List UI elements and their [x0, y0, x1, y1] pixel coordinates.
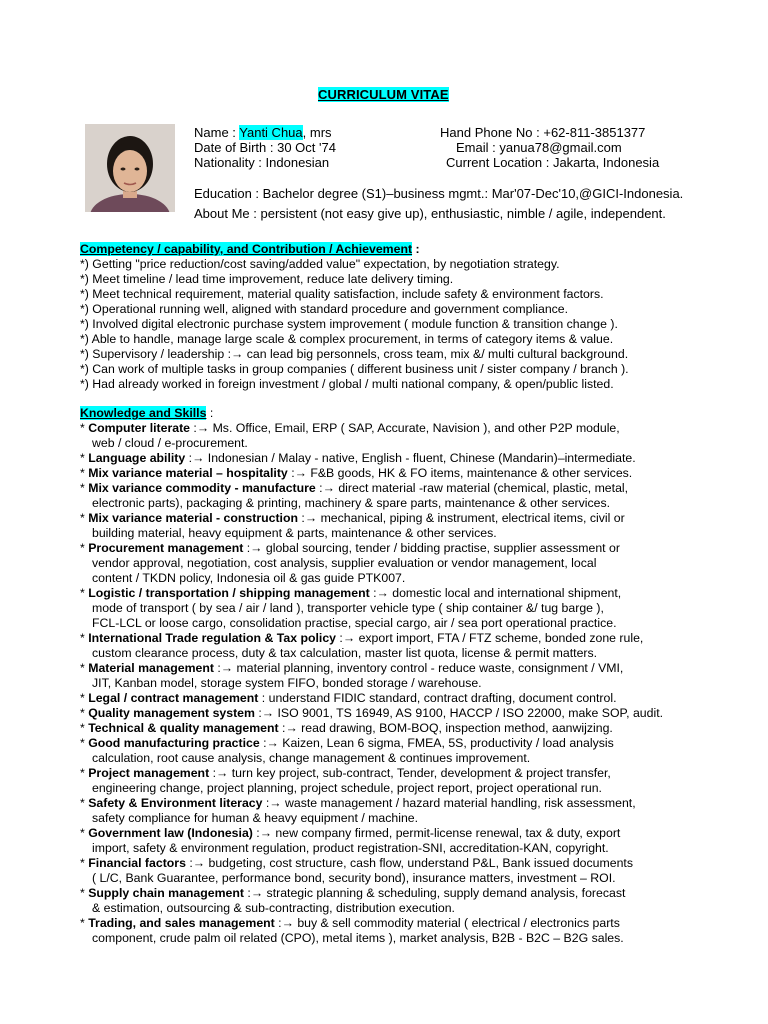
about-me: About Me : persistent (not easy give up), enthusiastic, nimble / agile, independent. [194, 206, 666, 221]
skill-text-continuation: content / TKDN policy, Indonesia oil & gas guide PTK007. [92, 571, 406, 585]
skill-item: * Language ability :→ Indonesian / Malay - native, English - fluent, Chinese (Mandarin)–intermediate. [80, 451, 636, 465]
competency-item: *) Getting "price reduction/cost saving/added value" expectation, by negotiation strategy. [80, 257, 560, 271]
skill-item: * Procurement management :→ global sourcing, tender / bidding practise, supplier assessment or [80, 541, 620, 555]
skill-text-continuation: safety compliance for human & heavy equipment / machine. [92, 811, 419, 825]
skill-separator: :→ [213, 661, 237, 675]
skill-item: * Mix variance material - construction :→ mechanical, piping & instrument, electrical items, civil or [80, 511, 625, 525]
skill-text-continuation: FCL-LCL or loose cargo, consolidation practise, special cargo, air / sea port operational practice. [92, 616, 617, 630]
skill-text: understand FIDIC standard, contract drafting, document control. [268, 691, 617, 705]
skill-label: Computer literate [88, 421, 191, 435]
skill-text-continuation: ( L/C, Bank Guarantee, performance bond, security bond), insurance matters, investment – ROI. [92, 871, 616, 885]
skill-item: * Trading, and sales management :→ buy & sell commodity material ( electrical / electronics parts [80, 916, 620, 930]
skill-text: strategic planning & scheduling, supply demand analysis, forecast [266, 886, 626, 900]
skill-text: domestic local and international shipment, [392, 586, 622, 600]
skill-label: Project management [88, 766, 210, 780]
competency-item: *) Can work of multiple tasks in group companies ( different business unit / sister company / branch ). [80, 362, 629, 376]
skill-separator: :→ [244, 886, 267, 900]
skill-separator: :→ [243, 541, 266, 555]
skill-text: ISO 9001, TS 16949, AS 9100, HACCP / ISO 22000, make SOP, audit. [277, 706, 664, 720]
skill-text-continuation: import, safety & environment regulation, product registration-SNI, accreditation-KAN, copyright. [92, 841, 609, 855]
skill-text: F&B goods, HK & FO items, maintenance & other services. [310, 466, 633, 480]
email: Email : yanua78@gmail.com [456, 140, 622, 155]
skill-label: Mix variance material – hospitality [88, 466, 288, 480]
current-location: Current Location : Jakarta, Indonesia [446, 155, 660, 170]
skill-text-continuation: vendor approval, negotiation, cost analysis, supplier evaluation or vendor management, local [92, 556, 597, 570]
skill-text-continuation: & estimation, outsourcing & sub-contracting, distribution execution. [92, 901, 455, 915]
skill-label: Good manufacturing practice [88, 736, 260, 750]
skill-label: Mix variance commodity - manufacture [88, 481, 316, 495]
skill-separator: :→ [185, 451, 208, 465]
skill-item: * Legal / contract management : understand FIDIC standard, contract drafting, document control. [80, 691, 617, 705]
knowledge-section [80, 406, 663, 946]
competency-heading: Competency / capability, and Contribution / Achievement [80, 242, 413, 256]
skill-separator: :→ [369, 586, 393, 600]
skill-separator: :→ [185, 856, 209, 870]
skill-text: new company firmed, permit-license renewal, tax & duty, export [275, 826, 621, 840]
education: Education : Bachelor degree (S1)–business mgmt.: Mar'07-Dec'10,@GICI-Indonesia. [194, 186, 684, 201]
skill-text: Kaizen, Lean 6 sigma, FMEA, 5S, productivity / load analysis [282, 736, 614, 750]
skill-text: budgeting, cost structure, cash flow, understand P&L, Bank issued documents [208, 856, 633, 870]
skill-item: * Material management :→ material planning, inventory control - reduce waste, consignment / VMI, [80, 661, 624, 675]
skill-label: Quality management system [88, 706, 255, 720]
skill-item: * Safety & Environment literacy :→ waste management / hazard material handling, risk assessment, [80, 796, 636, 810]
skill-label: Safety & Environment literacy [88, 796, 263, 810]
date-of-birth: Date of Birth : 30 Oct '74 [194, 140, 336, 155]
competency-colon: : [412, 242, 420, 256]
phone: Hand Phone No : +62-811-3851377 [440, 125, 646, 140]
skill-label: Mix variance material - construction [88, 511, 299, 525]
skill-item: * Supply chain management :→ strategic planning & scheduling, supply demand analysis, forecast [80, 886, 626, 900]
skill-text-continuation: custom clearance process, duty & tax calculation, master list quota, license & permit matters. [92, 646, 598, 660]
skill-text-continuation: engineering change, project planning, project schedule, project report, project operational run. [92, 781, 602, 795]
skill-separator: :→ [274, 916, 298, 930]
personal-info-right [440, 125, 659, 170]
skill-text-continuation: component, crude palm oil related (CPO), metal items ), market analysis, B2B - B2C – B2G sales. [92, 931, 624, 945]
skill-label: Procurement management [88, 541, 244, 555]
skill-text: material planning, inventory control - reduce waste, consignment / VMI, [236, 661, 624, 675]
skill-text-continuation: web / cloud / e-procurement. [92, 436, 248, 450]
skill-separator: :→ [262, 796, 286, 810]
skill-label: Legal / contract management [88, 691, 259, 705]
skill-item: * Technical & quality management :→ read drawing, BOM-BOQ, inspection method, aanwijzing. [80, 721, 613, 735]
skill-item: * International Trade regulation & Tax policy :→ export import, FTA / FTZ scheme, bonded zone rule, [80, 631, 644, 645]
skill-text: direct material -raw material (chemical, plastic, metal, [338, 481, 629, 495]
skill-item: * Government law (Indonesia) :→ new company firmed, permit-license renewal, tax & duty, export [80, 826, 621, 840]
competency-item: *) Involved digital electronic purchase system improvement ( module function & transition change ). [80, 317, 618, 331]
skill-separator: :→ [209, 766, 232, 780]
skill-label: Technical & quality management [88, 721, 279, 735]
skill-text: read drawing, BOM-BOQ, inspection method, aanwijzing. [301, 721, 613, 735]
competency-list [80, 257, 629, 392]
name-line [194, 125, 336, 140]
skill-item: * Financial factors :→ budgeting, cost structure, cash flow, understand P&L, Bank issued documents [80, 856, 633, 870]
skill-item: * Logistic / transportation / shipping management :→ domestic local and international shipment, [80, 586, 622, 600]
skill-label: Trading, and sales management [88, 916, 275, 930]
competency-section [80, 242, 629, 392]
skill-label: International Trade regulation & Tax policy [88, 631, 337, 645]
skill-separator: :→ [190, 421, 213, 435]
skill-separator: :→ [287, 466, 311, 480]
document-title: CURRICULUM VITAE [318, 87, 449, 102]
skill-text-continuation: building material, heavy equipment & parts, maintenance & other services. [92, 526, 497, 540]
name-label: Name : [194, 125, 240, 140]
competency-item: *) Supervisory / leadership :→ can lead big personnels, cross team, mix &/ multi cultural background. [80, 347, 629, 361]
skill-text-continuation: calculation, root cause analysis, change management & continues improvement. [92, 751, 531, 765]
skill-text: turn key project, sub-contract, Tender, development & project transfer, [231, 766, 611, 780]
skill-text: waste management / hazard material handling, risk assessment, [285, 796, 636, 810]
competency-item: *) Had already worked in foreign investment / global / multi national company, & open/public listed. [80, 377, 614, 391]
skill-text: global sourcing, tender / bidding practise, supplier assessment or [265, 541, 620, 555]
skill-text-continuation: mode of transport ( by sea / air / land ), transporter vehicle type ( ship container &/ tug barge ), [92, 601, 604, 615]
skill-separator: :→ [259, 736, 283, 750]
skill-text: Indonesian / Malay - native, English - fluent, Chinese (Mandarin)–intermediate. [207, 451, 636, 465]
skill-separator: :→ [252, 826, 276, 840]
competency-heading-line [80, 242, 629, 257]
skill-item: * Mix variance commodity - manufacture :→ direct material -raw material (chemical, plastic, metal, [80, 481, 629, 495]
skill-text: export import, FTA / FTZ scheme, bonded zone rule, [358, 631, 644, 645]
skill-text: mechanical, piping & instrument, electrical items, civil or [320, 511, 625, 525]
skill-label: Financial factors [88, 856, 186, 870]
skill-item: * Mix variance material – hospitality :→ F&B goods, HK & FO items, maintenance & other services. [80, 466, 633, 480]
skill-separator: :→ [315, 481, 339, 495]
competency-item: *) Meet technical requirement, material quality satisfaction, include safety & environment factors. [80, 287, 604, 301]
competency-item: *) Able to handle, manage large scale & complex procurement, in terms of category items & value. [80, 332, 614, 346]
skill-label: Supply chain management [88, 886, 244, 900]
competency-item: *) Meet timeline / lead time improvement, reduce late delivery timing. [80, 272, 454, 286]
knowledge-heading-line [80, 406, 663, 421]
skill-item: * Quality management system :→ ISO 9001, TS 16949, AS 9100, HACCP / ISO 22000, make SOP, audit. [80, 706, 664, 720]
knowledge-colon: : [206, 406, 214, 420]
profile-photo [85, 124, 175, 212]
skill-label: Language ability [88, 451, 186, 465]
skill-label: Government law (Indonesia) [88, 826, 253, 840]
skill-separator: :→ [278, 721, 302, 735]
skill-text-continuation: electronic parts), packaging & printing, machinery & spare parts, maintenance & other services. [92, 496, 611, 510]
skill-text: buy & sell commodity material ( electrical / electronics parts [297, 916, 620, 930]
competency-item: *) Operational running well, aligned with standard procedure and government compliance. [80, 302, 569, 316]
skill-label: Material management [88, 661, 214, 675]
skill-separator: :→ [254, 706, 278, 720]
education-about [194, 184, 683, 224]
skill-item: * Good manufacturing practice :→ Kaizen, Lean 6 sigma, FMEA, 5S, productivity / load analysis [80, 736, 614, 750]
personal-info-left [194, 125, 336, 170]
skill-text: Ms. Office, Email, ERP ( SAP, Accurate, Navision ), and other P2P module, [212, 421, 620, 435]
skill-separator: :→ [298, 511, 321, 525]
candidate-name: Yanti Chua [239, 125, 303, 140]
skill-separator: : [258, 691, 269, 705]
skill-label: Logistic / transportation / shipping management [88, 586, 370, 600]
nationality: Nationality : Indonesian [194, 155, 330, 170]
skill-separator: :→ [336, 631, 359, 645]
skill-text-continuation: JIT, Kanban model, storage system FIFO, bonded storage / warehouse. [92, 676, 482, 690]
skill-item: * Computer literate :→ Ms. Office, Email, ERP ( SAP, Accurate, Navision ), and other P2P module, [80, 421, 620, 435]
skill-item: * Project management :→ turn key project, sub-contract, Tender, development & project transfer, [80, 766, 611, 780]
knowledge-list [80, 421, 663, 946]
knowledge-heading: Knowledge and Skills [80, 406, 207, 420]
name-suffix: , mrs [302, 125, 332, 140]
